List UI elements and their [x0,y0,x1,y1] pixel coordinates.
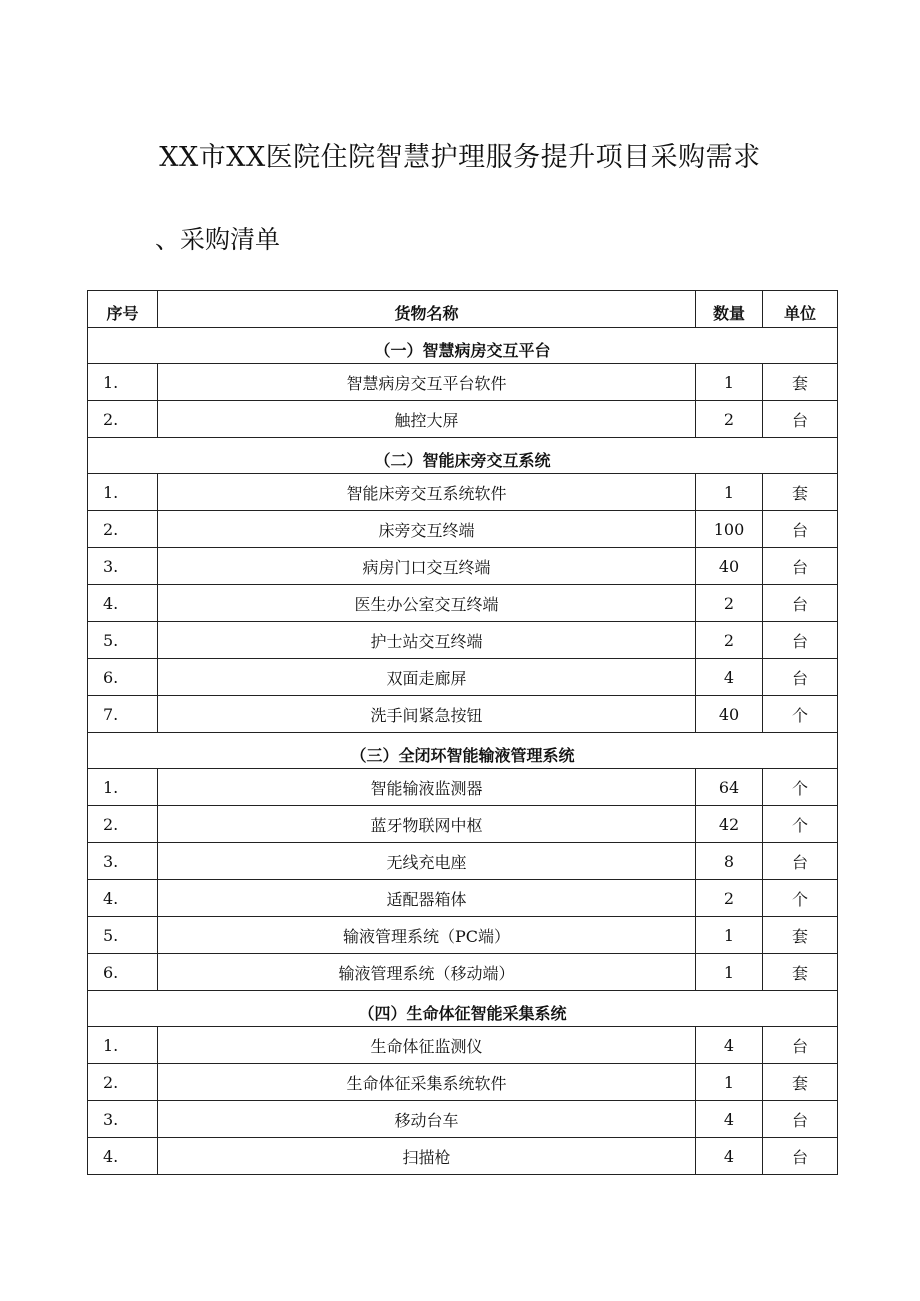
cell-qty: 100 [696,511,763,548]
table-row [88,1064,838,1101]
cell-name: 触控大屏 [158,401,696,438]
cell-unit: 台 [763,622,838,659]
cell-name: 扫描枪 [158,1138,696,1175]
cell-unit: 个 [763,880,838,917]
table-row [88,880,838,917]
group-title: （三）全闭环智能输液管理系统 [88,733,838,769]
cell-name: 无线充电座 [158,843,696,880]
table-row [88,806,838,843]
table-row [88,1138,838,1175]
cell-unit: 台 [763,843,838,880]
cell-qty: 64 [696,769,763,806]
header-qty: 数量 [696,291,763,328]
procurement-table-body [88,291,838,1175]
cell-unit: 个 [763,806,838,843]
cell-seq: 2. [88,806,158,843]
cell-seq: 1. [88,474,158,511]
header-seq: 序号 [88,291,158,328]
cell-unit: 套 [763,954,838,991]
cell-seq: 3. [88,548,158,585]
cell-qty: 2 [696,585,763,622]
cell-name: 生命体征监测仪 [158,1027,696,1064]
table-row [88,769,838,806]
cell-seq: 4. [88,585,158,622]
cell-seq: 5. [88,622,158,659]
cell-seq: 3. [88,843,158,880]
cell-qty: 1 [696,954,763,991]
cell-unit: 台 [763,1027,838,1064]
cell-seq: 1. [88,1027,158,1064]
cell-qty: 1 [696,1064,763,1101]
cell-name: 护士站交互终端 [158,622,696,659]
table-row [88,696,838,733]
cell-unit: 套 [763,917,838,954]
cell-unit: 台 [763,1138,838,1175]
table-row [88,585,838,622]
cell-qty: 40 [696,696,763,733]
table-header-row [88,291,838,328]
cell-seq: 5. [88,917,158,954]
cell-name: 智能床旁交互系统软件 [158,474,696,511]
cell-qty: 4 [696,1101,763,1138]
cell-seq: 1. [88,769,158,806]
cell-qty: 42 [696,806,763,843]
cell-name: 双面走廊屏 [158,659,696,696]
cell-qty: 4 [696,1027,763,1064]
cell-qty: 2 [696,401,763,438]
cell-qty: 8 [696,843,763,880]
cell-seq: 6. [88,659,158,696]
cell-name: 生命体征采集系统软件 [158,1064,696,1101]
table-row [88,1027,838,1064]
cell-name: 输液管理系统（移动端） [158,954,696,991]
table-row [88,364,838,401]
table-row [88,917,838,954]
cell-seq: 4. [88,880,158,917]
cell-name: 输液管理系统（PC端） [158,917,696,954]
cell-unit: 套 [763,474,838,511]
cell-unit: 个 [763,769,838,806]
cell-qty: 1 [696,917,763,954]
cell-seq: 6. [88,954,158,991]
table-row [88,511,838,548]
cell-name: 智能输液监测器 [158,769,696,806]
cell-qty: 40 [696,548,763,585]
table-row [88,401,838,438]
cell-unit: 台 [763,585,838,622]
cell-unit: 套 [763,364,838,401]
table-row [88,843,838,880]
cell-unit: 台 [763,1101,838,1138]
cell-qty: 2 [696,622,763,659]
header-unit: 单位 [763,291,838,328]
cell-unit: 台 [763,548,838,585]
cell-name: 智慧病房交互平台软件 [158,364,696,401]
group-header-row [88,991,838,1027]
cell-seq: 1. [88,364,158,401]
cell-unit: 台 [763,511,838,548]
cell-seq: 2. [88,511,158,548]
cell-unit: 台 [763,401,838,438]
cell-qty: 2 [696,880,763,917]
cell-name: 移动台车 [158,1101,696,1138]
table-row [88,1101,838,1138]
cell-qty: 1 [696,474,763,511]
table-row [88,954,838,991]
header-name: 货物名称 [158,291,696,328]
cell-name: 洗手间紧急按钮 [158,696,696,733]
cell-qty: 4 [696,659,763,696]
group-title: （一）智慧病房交互平台 [88,328,838,364]
cell-seq: 4. [88,1138,158,1175]
group-header-row [88,733,838,769]
cell-seq: 7. [88,696,158,733]
cell-unit: 个 [763,696,838,733]
table-row [88,474,838,511]
cell-unit: 套 [763,1064,838,1101]
cell-name: 床旁交互终端 [158,511,696,548]
section-heading: 、采购清单 [155,225,281,254]
cell-unit: 台 [763,659,838,696]
group-header-row [88,438,838,474]
cell-seq: 2. [88,401,158,438]
cell-name: 病房门口交互终端 [158,548,696,585]
group-header-row [88,328,838,364]
group-title: （四）生命体征智能采集系统 [88,991,838,1027]
table-row [88,548,838,585]
table-row [88,622,838,659]
procurement-table [87,290,838,1175]
table-row [88,659,838,696]
cell-name: 蓝牙物联网中枢 [158,806,696,843]
cell-name: 适配器箱体 [158,880,696,917]
cell-seq: 3. [88,1101,158,1138]
cell-qty: 1 [696,364,763,401]
cell-seq: 2. [88,1064,158,1101]
document-title: XX市XX医院住院智慧护理服务提升项目采购需求 [159,142,761,173]
cell-qty: 4 [696,1138,763,1175]
cell-name: 医生办公室交互终端 [158,585,696,622]
group-title: （二）智能床旁交互系统 [88,438,838,474]
